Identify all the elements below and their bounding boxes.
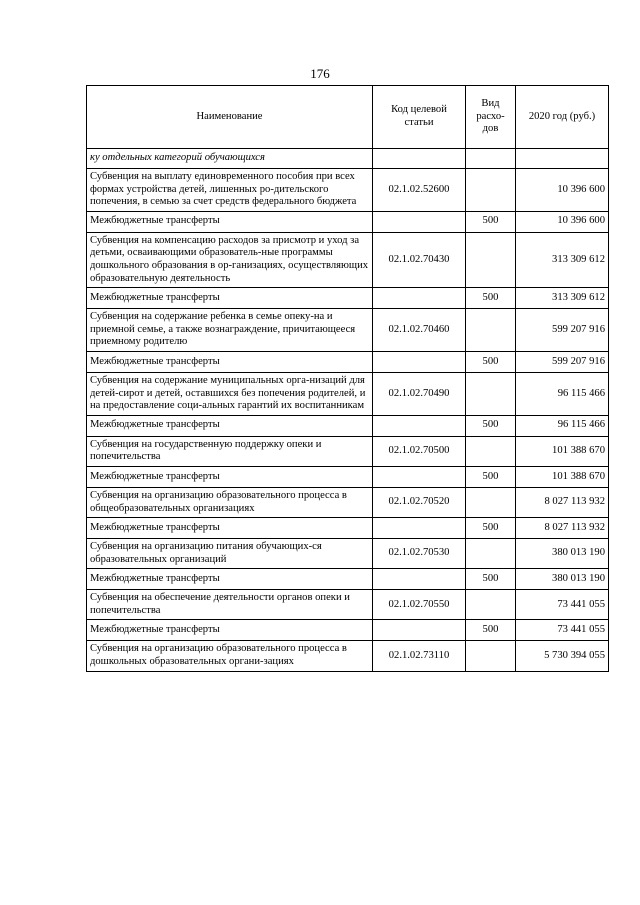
row-name: Межбюджетные трансферты (87, 466, 373, 487)
row-kind (466, 309, 516, 352)
row-kind (466, 436, 516, 466)
row-sum: 599 207 916 (516, 351, 609, 372)
row-name: Субвенция на компенсацию расходов за присмотр и уход за детьми, осваивающими образователь-ные программы дошкольного образования в ор-ганизациях, осуществляющих образовательную деятельность (87, 232, 373, 287)
table-row (87, 436, 609, 466)
row-sum: 380 013 190 (516, 539, 609, 569)
row-kind (466, 169, 516, 212)
row-name: Межбюджетные трансферты (87, 351, 373, 372)
row-sum: 101 388 670 (516, 466, 609, 487)
row-sum: 599 207 916 (516, 309, 609, 352)
row-code (373, 288, 466, 309)
row-kind: 500 (466, 211, 516, 232)
row-code: 02.1.02.52600 (373, 169, 466, 212)
row-name: Межбюджетные трансферты (87, 288, 373, 309)
row-code (373, 466, 466, 487)
table-row (87, 232, 609, 287)
row-sum: 73 441 055 (516, 620, 609, 641)
row-sum: 73 441 055 (516, 590, 609, 620)
row-code (373, 211, 466, 232)
header-name: Наименование (87, 86, 373, 149)
row-code: 02.1.02.70460 (373, 309, 466, 352)
row-code (373, 518, 466, 539)
row-sum: 96 115 466 (516, 372, 609, 415)
header-kind: Вид расхо-дов (466, 86, 516, 149)
row-kind: 500 (466, 518, 516, 539)
row-kind: 500 (466, 415, 516, 436)
row-sum: 101 388 670 (516, 436, 609, 466)
row-sum: 8 027 113 932 (516, 518, 609, 539)
table-row (87, 372, 609, 415)
table-header-row (87, 86, 609, 149)
table-row (87, 620, 609, 641)
table-row (87, 169, 609, 212)
row-kind: 500 (466, 466, 516, 487)
row-kind: 500 (466, 288, 516, 309)
row-code: 02.1.02.70430 (373, 232, 466, 287)
row-sum: 10 396 600 (516, 169, 609, 212)
table-row (87, 569, 609, 590)
row-sum: 96 115 466 (516, 415, 609, 436)
header-code: Код целевой статьи (373, 86, 466, 149)
row-name: Межбюджетные трансферты (87, 211, 373, 232)
row-sum: 380 013 190 (516, 569, 609, 590)
row-name: Межбюджетные трансферты (87, 569, 373, 590)
continuation-row (87, 149, 609, 169)
row-kind (466, 372, 516, 415)
table-row (87, 415, 609, 436)
row-kind (466, 641, 516, 671)
row-code (373, 569, 466, 590)
row-kind: 500 (466, 569, 516, 590)
table-row (87, 518, 609, 539)
row-name: Межбюджетные трансферты (87, 415, 373, 436)
row-kind (466, 487, 516, 517)
row-sum: 5 730 394 055 (516, 641, 609, 671)
row-sum: 8 027 113 932 (516, 487, 609, 517)
row-name: Субвенция на организацию образовательного процесса в дошкольных образовательных органи-зациях (87, 641, 373, 671)
row-name: Субвенция на государственную поддержку опеки и попечительства (87, 436, 373, 466)
table-row (87, 487, 609, 517)
table-row (87, 539, 609, 569)
row-kind (466, 539, 516, 569)
row-code: 02.1.02.70520 (373, 487, 466, 517)
empty-cell (466, 149, 516, 169)
row-sum: 313 309 612 (516, 288, 609, 309)
row-code (373, 351, 466, 372)
row-name: Субвенция на содержание ребенка в семье опеку-на и приемной семье, а также вознаграждение, причитающееся приемному родителю (87, 309, 373, 352)
row-name: Межбюджетные трансферты (87, 518, 373, 539)
continuation-text: ку отдельных категорий обучающихся (87, 149, 373, 169)
row-name: Субвенция на обеспечение деятельности органов опеки и попечительства (87, 590, 373, 620)
table-row (87, 351, 609, 372)
header-sum: 2020 год (руб.) (516, 86, 609, 149)
row-code (373, 415, 466, 436)
budget-table (86, 85, 609, 672)
row-name: Субвенция на содержание муниципальных орга-низаций для детей-сирот и детей, оставшихся без попечения родителей, и на предоставление соци-альных гарантий их воспитанникам (87, 372, 373, 415)
table-body (87, 169, 609, 672)
row-kind (466, 590, 516, 620)
row-kind: 500 (466, 620, 516, 641)
row-kind (466, 232, 516, 287)
row-name: Межбюджетные трансферты (87, 620, 373, 641)
table-row (87, 641, 609, 671)
row-sum: 313 309 612 (516, 232, 609, 287)
row-code: 02.1.02.70490 (373, 372, 466, 415)
row-name: Субвенция на организацию образовательного процесса в общеобразовательных организациях (87, 487, 373, 517)
row-code (373, 620, 466, 641)
row-code: 02.1.02.70550 (373, 590, 466, 620)
row-code: 02.1.02.70500 (373, 436, 466, 466)
table-row (87, 590, 609, 620)
row-kind: 500 (466, 351, 516, 372)
table-row (87, 466, 609, 487)
table-row (87, 288, 609, 309)
empty-cell (373, 149, 466, 169)
row-code: 02.1.02.73110 (373, 641, 466, 671)
row-name: Субвенция на выплату единовременного пособия при всех формах устройства детей, лишенных ро-дительского попечения, в семью за счет средств федерального бюджета (87, 169, 373, 212)
table-row (87, 309, 609, 352)
page-number: 176 (310, 66, 330, 81)
row-code: 02.1.02.70530 (373, 539, 466, 569)
row-name: Субвенция на организацию питания обучающих-ся образовательных организаций (87, 539, 373, 569)
table-row (87, 211, 609, 232)
row-sum: 10 396 600 (516, 211, 609, 232)
empty-cell (516, 149, 609, 169)
